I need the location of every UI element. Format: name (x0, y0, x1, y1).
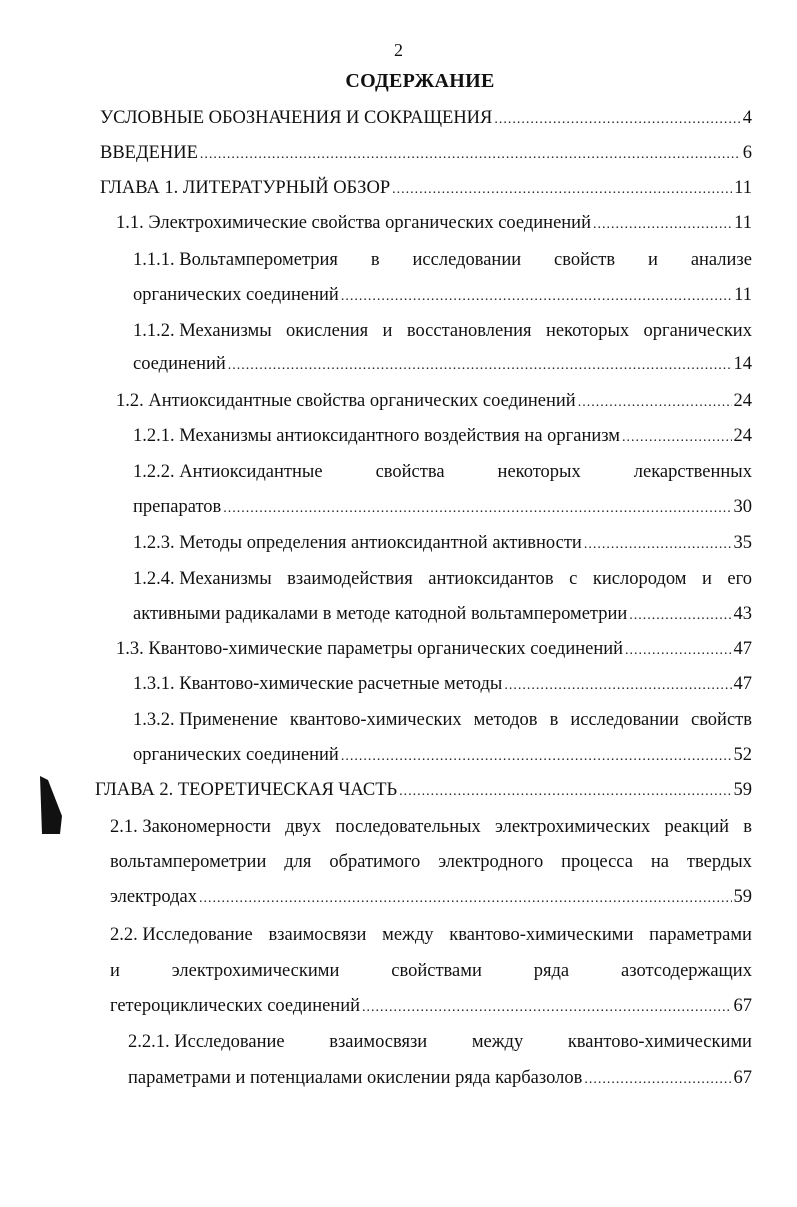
toc-entry[interactable] (133, 604, 752, 630)
toc-word: квантово-химических (289, 710, 462, 730)
toc-word: вольтамперометрии (110, 852, 267, 872)
toc-entry[interactable] (116, 213, 752, 239)
toc-word: обратимого (329, 852, 421, 872)
toc-word: и (110, 961, 120, 981)
toc-entry-label: ГЛАВА 1. ЛИТЕРАТУРНЫЙ ОБЗОР (100, 178, 391, 198)
toc-word: свойств (554, 250, 616, 270)
toc-entry-page: 24 (733, 391, 752, 411)
toc-word: реакций (664, 817, 730, 837)
page-number: 2 (394, 40, 403, 60)
toc-entry-line[interactable] (133, 250, 752, 276)
toc-entry-page: 11 (734, 285, 752, 305)
toc-word: электрохимических (495, 817, 651, 837)
toc-word: в (549, 710, 559, 730)
toc-word: азотсодержащих (621, 961, 752, 981)
dot-leader (584, 1072, 731, 1088)
toc-entry-page: 11 (734, 213, 752, 233)
toc-word: свойствами (391, 961, 482, 981)
toc-entry-page: 47 (733, 674, 752, 694)
toc-entry[interactable] (133, 745, 752, 771)
toc-entry-page: 11 (734, 178, 752, 198)
toc-entry[interactable] (116, 391, 752, 417)
toc-word: кислородом (592, 569, 687, 589)
dot-leader (593, 217, 732, 233)
dot-leader (341, 289, 732, 305)
toc-word: 1.2.4. Механизмы (133, 569, 272, 589)
toc-word: взаимосвязи (329, 1032, 428, 1052)
toc-word: свойств (690, 710, 752, 730)
toc-entry[interactable] (100, 178, 752, 204)
toc-entry[interactable] (133, 354, 752, 380)
dot-leader (578, 395, 732, 411)
toc-word: параметрами (649, 925, 752, 945)
toc-word: окисления (286, 321, 369, 341)
toc-word: органических (643, 321, 752, 341)
toc-entry[interactable] (116, 639, 752, 665)
toc-word: между (382, 925, 434, 945)
toc-word: некоторых (497, 462, 581, 482)
toc-entry-label: препаратов (133, 497, 222, 517)
dot-leader (362, 1000, 731, 1016)
toc-entry[interactable] (100, 143, 752, 169)
toc-word: процесса (561, 852, 633, 872)
toc-entry-page: 30 (733, 497, 752, 517)
toc-entry-line[interactable] (133, 462, 752, 488)
toc-entry-line[interactable] (133, 710, 752, 736)
toc-entry-line[interactable] (133, 321, 752, 347)
toc-word: 1.2.2. Антиоксидантные (133, 462, 323, 482)
toc-entry-page: 67 (733, 996, 752, 1016)
toc-entry-line[interactable] (110, 817, 752, 843)
toc-entry-label: электродах (110, 887, 197, 907)
dot-leader (392, 182, 732, 198)
toc-entry-label: 1.1. Электрохимические свойства органических соединений (116, 213, 591, 233)
toc-word: исследовании (570, 710, 679, 730)
toc-entry-line[interactable] (110, 961, 752, 987)
dot-leader (199, 891, 732, 907)
toc-entry-page: 59 (733, 887, 752, 907)
dot-leader (223, 501, 731, 517)
toc-entry-label: органических соединений (133, 745, 339, 765)
toc-entry-label: 1.2.1. Механизмы антиоксидантного воздействия на организм (133, 426, 621, 446)
toc-entry-page: 59 (733, 780, 752, 800)
toc-word: последовательных (335, 817, 481, 837)
toc-word: 1.1.1. Вольтамперометрия (133, 250, 338, 270)
dot-leader (584, 537, 732, 553)
toc-word: в (370, 250, 380, 270)
toc-entry[interactable] (133, 497, 752, 523)
toc-entry-line[interactable] (133, 569, 752, 595)
toc-entry-line[interactable] (128, 1032, 752, 1058)
toc-entry-label: 1.2. Антиоксидантные свойства органических соединений (116, 391, 576, 411)
toc-word: на (650, 852, 669, 872)
dot-leader (228, 358, 732, 374)
toc-entry[interactable] (128, 1068, 752, 1094)
toc-word: и (382, 321, 393, 341)
toc-entry-page: 43 (733, 604, 752, 624)
toc-word: твердых (686, 852, 752, 872)
toc-entry-label: УСЛОВНЫЕ ОБОЗНАЧЕНИЯ И СОКРАЩЕНИЯ (100, 108, 493, 128)
toc-word: некоторых (545, 321, 630, 341)
toc-entry-page: 4 (742, 108, 752, 128)
toc-entry-label: гетероциклических соединений (110, 996, 361, 1016)
toc-entry-page: 14 (733, 354, 752, 374)
toc-word: лекарственных (633, 462, 752, 482)
toc-word: электрохимическими (171, 961, 340, 981)
toc-entry-page: 67 (733, 1068, 752, 1088)
dot-leader (341, 749, 732, 765)
toc-word: с (569, 569, 578, 589)
toc-entry-page: 6 (742, 143, 752, 163)
toc-entry-label: органических соединений (133, 285, 339, 305)
toc-entry-page: 35 (733, 533, 752, 553)
toc-entry[interactable] (110, 887, 752, 913)
toc-word: электродного (438, 852, 544, 872)
toc-word: анализе (690, 250, 752, 270)
toc-entry-page: 52 (733, 745, 752, 765)
toc-entry-page: 47 (733, 639, 752, 659)
dot-leader (494, 112, 740, 128)
toc-word: двух (285, 817, 322, 837)
toc-word: квантово-химическими (567, 1032, 752, 1052)
toc-word: для (284, 852, 312, 872)
toc-word: взаимосвязи (268, 925, 367, 945)
toc-entry[interactable] (100, 108, 752, 134)
toc-entry[interactable] (133, 426, 752, 452)
toc-entry[interactable] (133, 533, 752, 559)
toc-word: в (743, 817, 752, 837)
toc-entry[interactable] (133, 285, 752, 311)
toc-entry-line[interactable] (110, 925, 752, 951)
toc-word: и (647, 250, 658, 270)
toc-word: 2.2.1. Исследование (128, 1032, 285, 1052)
dot-leader (399, 784, 731, 800)
toc-entry-label: ГЛАВА 2. ТЕОРЕТИЧЕСКАЯ ЧАСТЬ (95, 780, 398, 800)
dot-leader (200, 147, 741, 163)
toc-word: его (727, 569, 752, 589)
dot-leader (629, 608, 731, 624)
toc-entry-line[interactable] (110, 852, 752, 878)
toc-word: 2.1. Закономерности (110, 817, 271, 837)
toc-entry-label: активными радикалами в методе катодной вольтамперометрии (133, 604, 628, 624)
toc-word: восстановления (406, 321, 532, 341)
dot-leader (622, 430, 731, 446)
toc-word: исследовании (412, 250, 522, 270)
toc-entry-page: 24 (733, 426, 752, 446)
toc-word: 2.2. Исследование (110, 925, 253, 945)
toc-word: антиоксидантов (428, 569, 554, 589)
toc-entry-label: 1.3.1. Квантово-химические расчетные методы (133, 674, 503, 694)
page-title: СОДЕРЖАНИЕ (345, 70, 495, 92)
toc-word: между (471, 1032, 524, 1052)
toc-entry-label: 1.3. Квантово-химические параметры органических соединений (116, 639, 624, 659)
toc-entry-label: соединений (133, 354, 226, 374)
toc-word: свойства (375, 462, 445, 482)
toc-word: 1.1.2. Механизмы (133, 321, 272, 341)
toc-entry[interactable] (110, 996, 752, 1022)
toc-entry-label: ВВЕДЕНИЕ (100, 143, 198, 163)
toc-entry-label: параметрами и потенциалами окислении ряда карбазолов (128, 1068, 583, 1088)
toc-entry-label: 1.2.3. Методы определения антиоксидантной активности (133, 533, 582, 553)
toc-word: 1.3.2. Применение (133, 710, 278, 730)
toc-word: квантово-химическими (449, 925, 634, 945)
toc-word: методов (473, 710, 538, 730)
toc-word: ряда (533, 961, 570, 981)
toc-entry[interactable] (133, 674, 752, 700)
toc-entry[interactable] (95, 780, 752, 806)
toc-word: и (701, 569, 712, 589)
toc-word: взаимодействия (287, 569, 413, 589)
dot-leader (625, 643, 731, 659)
dot-leader (504, 678, 731, 694)
